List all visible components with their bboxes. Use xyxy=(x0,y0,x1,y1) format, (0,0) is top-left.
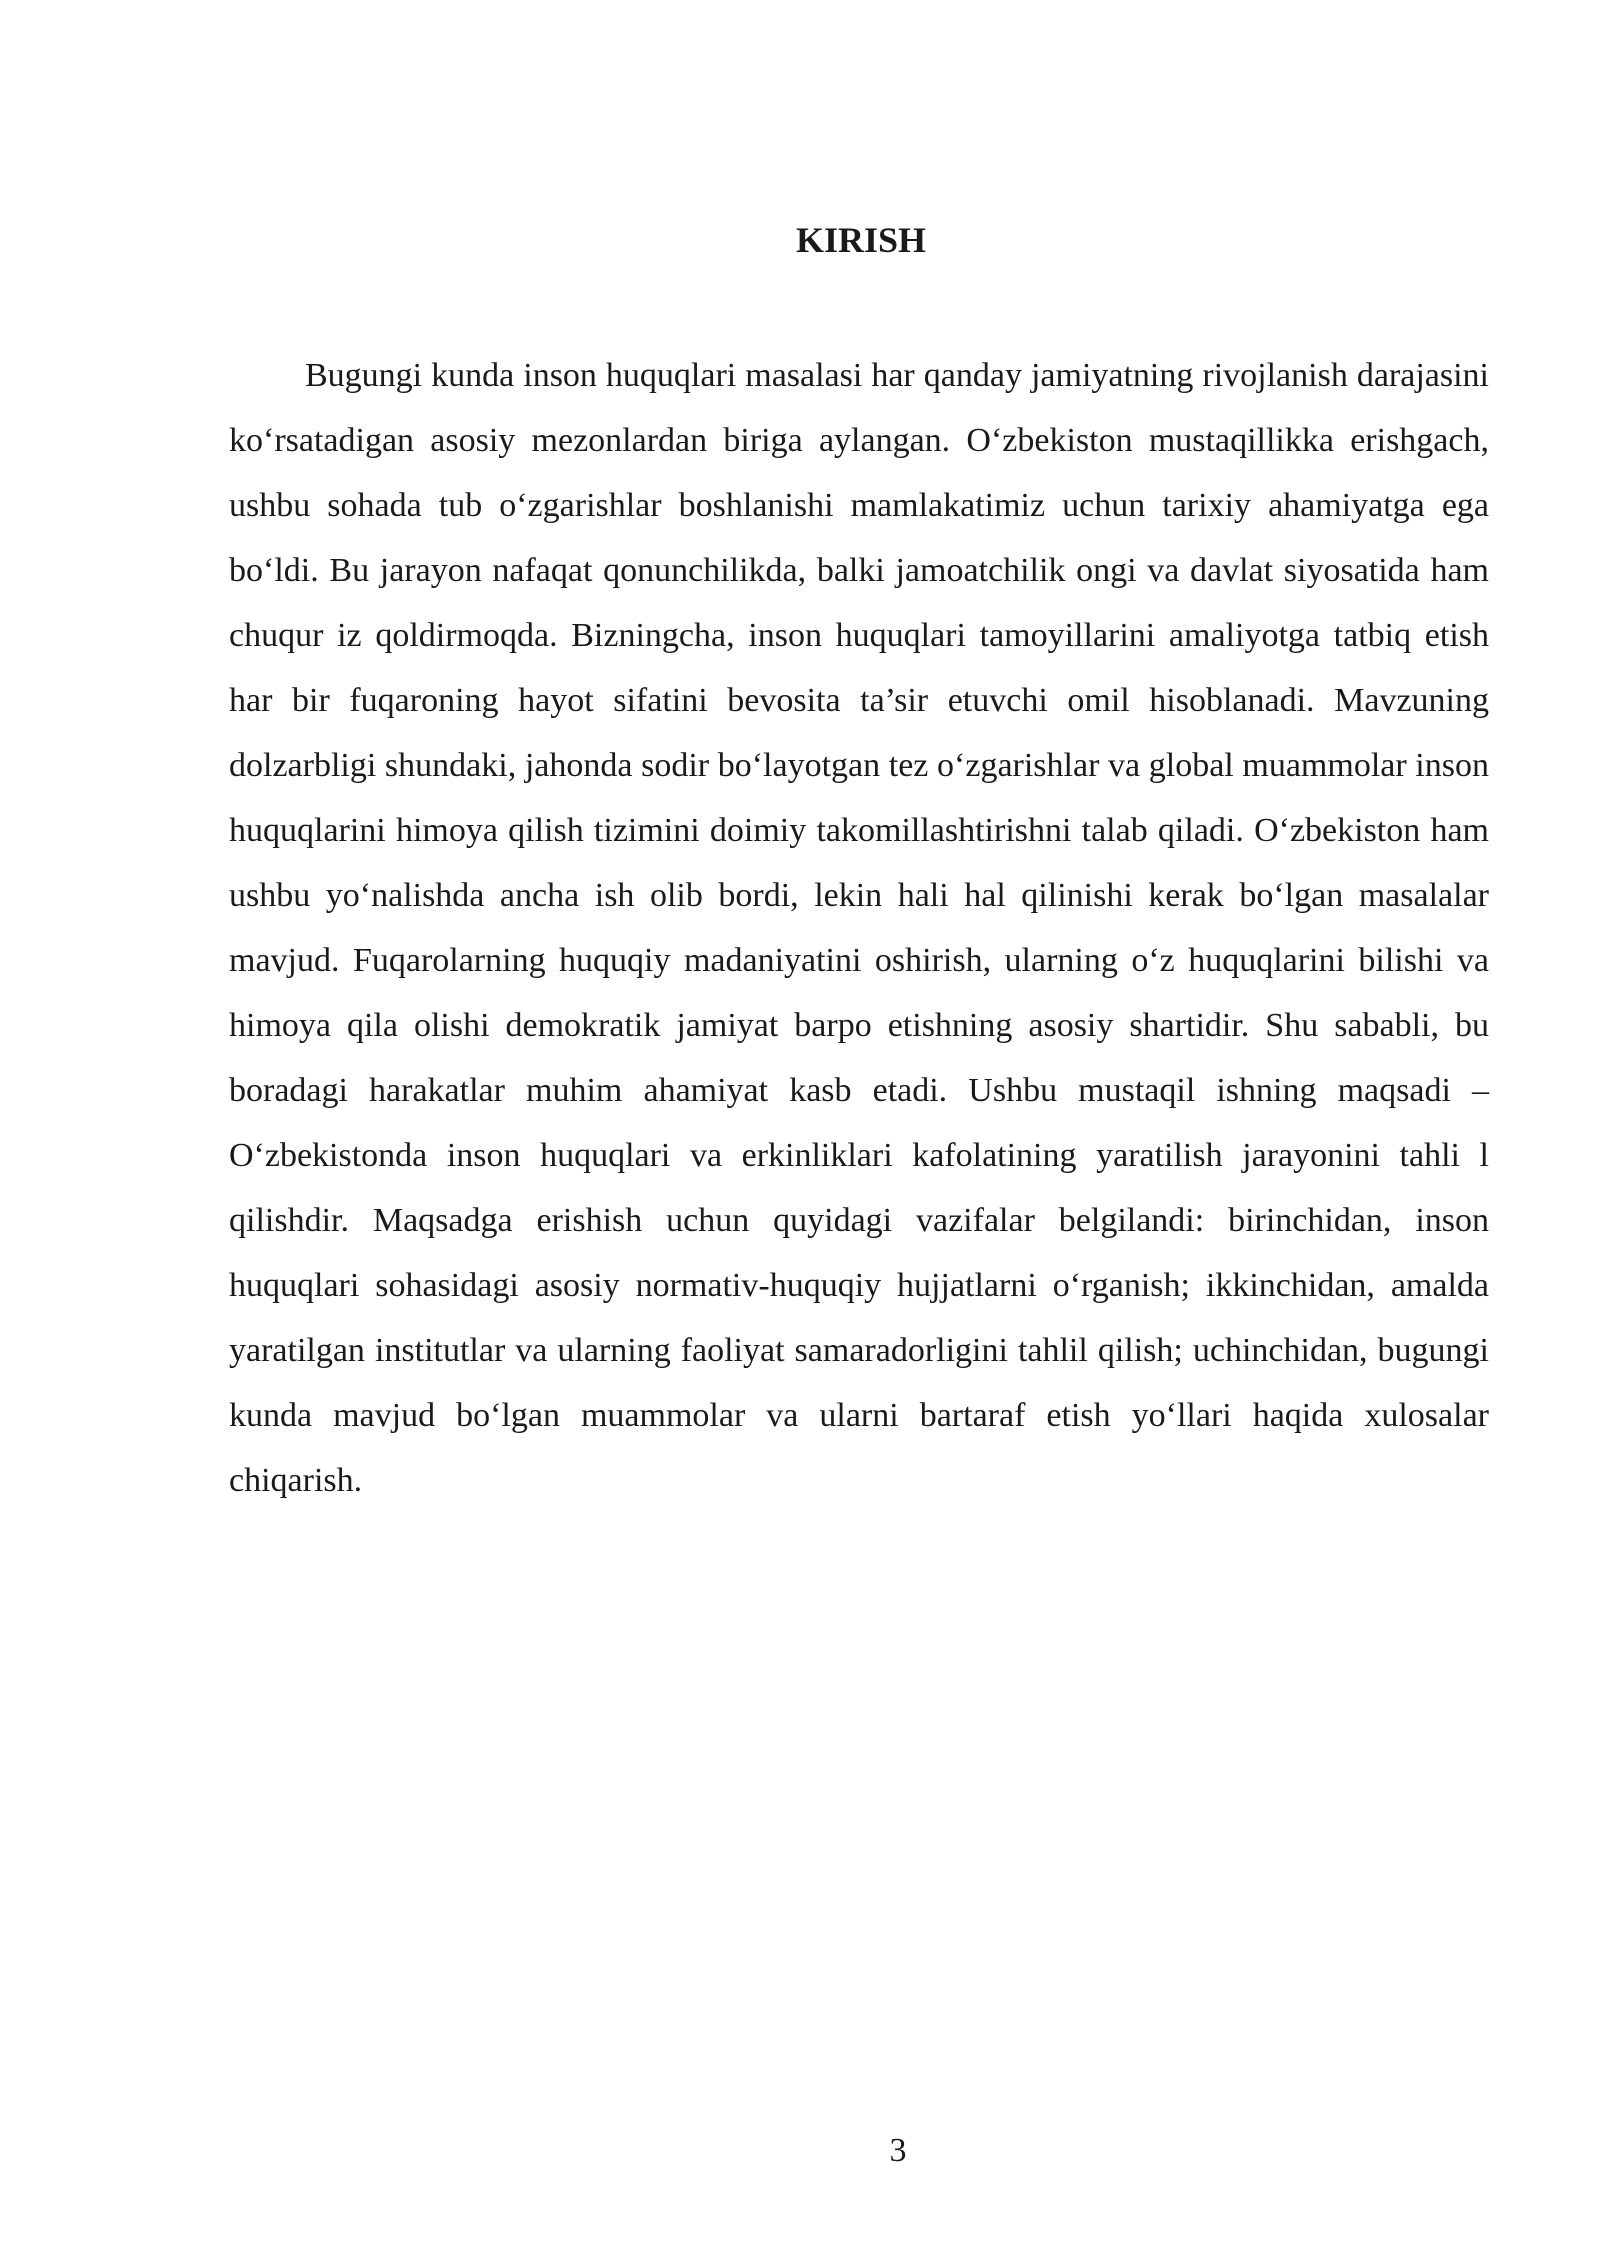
page-number: 3 xyxy=(889,2132,907,2169)
section-heading: KIRISH xyxy=(795,220,927,260)
body-paragraph: Bugungi kunda inson huquqlari masalasi har qanday jamiyatning rivojlanish darajasini ko‘rsatadigan asosiy mezonlardan biriga aylangan. O‘zbekiston mustaqillikka erishgach, ushbu sohada tub o‘zgarishlar boshlanishi mamlakatimiz uchun tarixiy ahamiyatga ega bo‘ldi. Bu jarayon nafaqat qonunchilikda, balki jamoatchilik ongi va davlat siyosatida ham chuqur iz qoldirmoqda. Bizningcha, inson huquqlari tamoyillarini amaliyotga tatbiq etish har bir fuqaroning hayot sifatini bevosita ta’sir etuvchi omil hisoblanadi. Mavzuning dolzarbligi shundaki, jahonda sodir bo‘layotgan tez o‘zgarishlar va global muammolar inson huquqlarini himoya qilish tizimini doimiy takomillashtirishni talab qiladi. O‘zbekiston ham ushbu yo‘nalishda ancha ish olib bordi, lekin hali hal qilinishi kerak bo‘lgan masalalar mavjud. Fuqarolarning huquqiy madaniyatini oshirish, ularning o‘z huquqlarini bilishi va himoya qila olishi demokratik jamiyat barpo etishning asosiy shartidir. Shu sababli, bu boradagi harakatlar muhim ahamiyat kasb etadi. Ushbu mustaqil ishning maqsadi – O‘zbekistonda inson huquqlari va erkinliklari kafolatining yaratilish jarayonini tahli l qilishdir. Maqsadga erishish uchun quyidagi vazifalar belgilandi: birinchidan, inson huquqlari sohasidagi asosiy normativ-huquqiy hujjatlarni o‘rganish; ikkinchidan, amalda yaratilgan institutlar va ularning faoliyat samaradorligini tahlil qilish; uchinchidan, bugungi kunda mavjud bo‘lgan muammolar va ularni bartaraf etish yo‘llari haqida xulosalar chiqarish. xyxy=(229,357,1489,1499)
